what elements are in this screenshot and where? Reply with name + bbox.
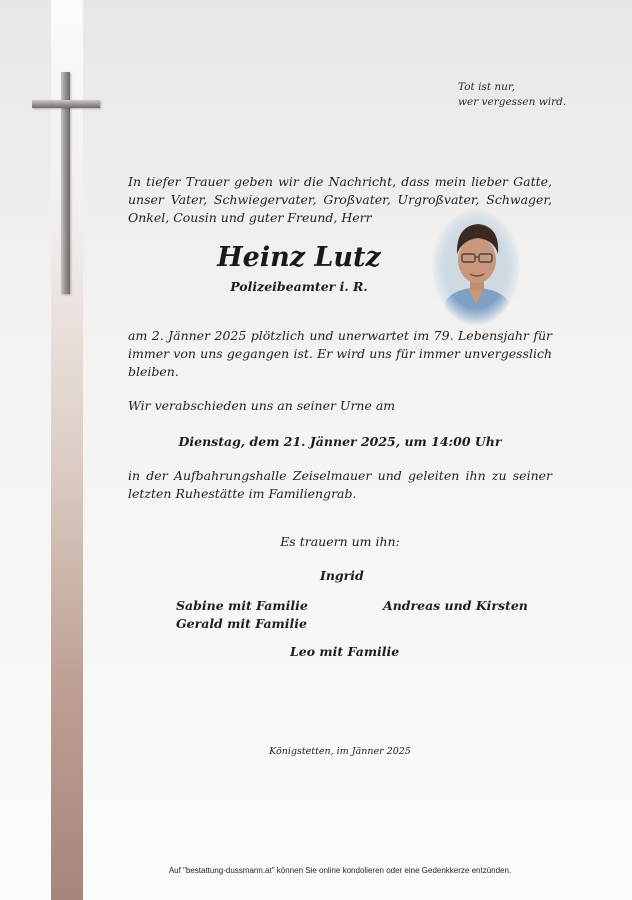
quote-line-1: Tot ist nur, <box>458 81 516 93</box>
ceremony-date: Dienstag, dem 21. Jänner 2025, um 14:00 Uhr <box>178 434 502 449</box>
place-and-date: Königstetten, im Jänner 2025 <box>269 746 411 757</box>
mourners-heading: Es trauern um ihn: <box>280 534 400 549</box>
death-announcement: am 2. Jänner 2025 plötzlich und unerwartet im 79. Lebensjahr für immer von uns gegangen ist. Er wird uns für immer unvergesslich bleiben. <box>128 328 552 379</box>
footer-note: Auf "bestattung-dussmann.at" können Sie online kondolieren oder eine Gedenkkerze entzünden. <box>168 866 512 875</box>
mourner-leo: Leo mit Familie <box>290 644 400 659</box>
mourner-andreas: Andreas und Kirsten <box>383 598 528 613</box>
mourner-gerald: Gerald mit Familie <box>176 616 307 631</box>
mourner-sabine: Sabine mit Familie <box>176 598 308 613</box>
intro-paragraph: In tiefer Trauer geben wir die Nachricht, dass mein lieber Gatte, unser Vater, Schwiegervater, Großvater, Urgroßvater, Schwager, Onkel, Cousin und guter Freund, Herr <box>128 174 552 225</box>
portrait-photo <box>432 208 520 326</box>
deceased-name: Heinz Lutz <box>217 242 381 273</box>
ceremony-location: in der Aufbahrungshalle Zeiselmauer und geleiten ihn zu seiner letzten Ruhestätte im Familiengrab. <box>128 468 552 501</box>
memorial-quote <box>458 80 566 110</box>
cross-icon <box>32 72 100 294</box>
farewell-text: Wir verabschieden uns an seiner Urne am <box>128 398 396 413</box>
mourner-ingrid: Ingrid <box>320 568 364 583</box>
quote-line-2: wer vergessen wird. <box>458 96 567 108</box>
deceased-occupation: Polizeibeamter i. R. <box>230 279 368 294</box>
